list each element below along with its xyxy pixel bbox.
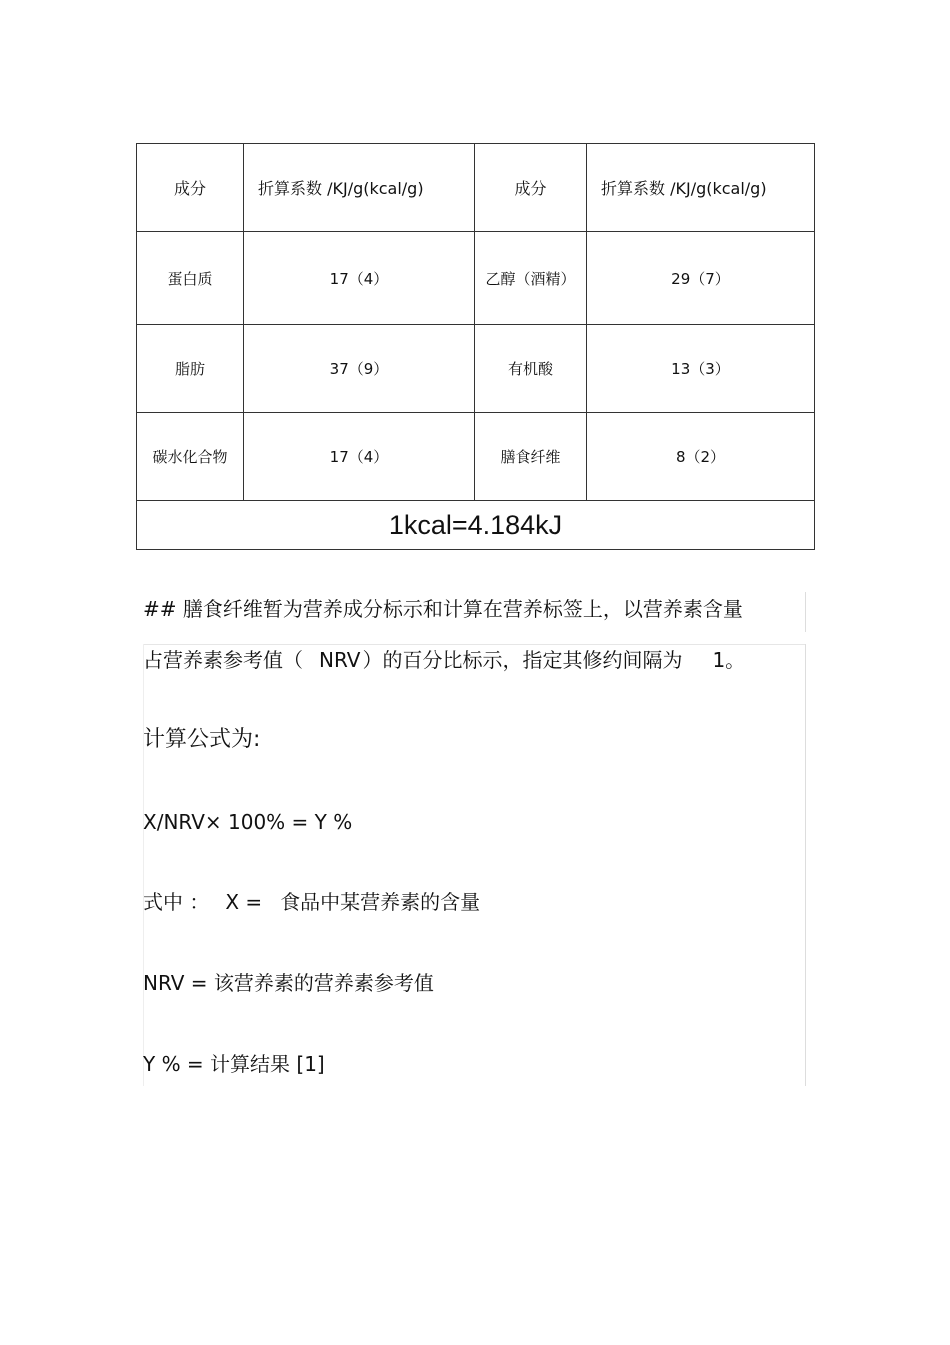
header-factor: 折算系数 /KJ/g(kcal/g): [587, 144, 815, 232]
table-cell: 有机酸: [475, 325, 587, 413]
table-row: [137, 232, 815, 325]
note-text: NRV: [319, 648, 361, 672]
table-cell: 17（4）: [244, 413, 475, 501]
definition-text: 食品中某营养素的含量: [280, 890, 481, 914]
table-header-row: [137, 144, 815, 232]
note-text: ）的百分比标示，指定其修约间隔为: [362, 648, 683, 672]
table-footer-row: [137, 501, 815, 550]
header-factor: 折算系数 /KJ/g(kcal/g): [244, 144, 475, 232]
energy-conversion-table: [136, 143, 815, 550]
table-cell: 17（4）: [244, 232, 475, 325]
table-cell: 乙醇（酒精）: [475, 232, 587, 325]
table-cell: 脂肪: [137, 325, 244, 413]
note-line-1: ## 膳食纤维暂为营养成分标示和计算在营养标签上，以营养素含量: [143, 597, 743, 621]
divider: [805, 592, 806, 632]
table-cell: 8（2）: [587, 413, 815, 501]
header-component: 成分: [137, 144, 244, 232]
divider: [805, 644, 806, 1086]
table-cell: 37（9）: [244, 325, 475, 413]
table-row: [137, 413, 815, 501]
note-text: 1。: [712, 648, 746, 672]
definition-var: X =: [225, 890, 263, 914]
notes-block: [143, 592, 807, 1086]
note-text: 占营养素参考值（: [143, 648, 303, 672]
table-cell: 碳水化合物: [137, 413, 244, 501]
divider: [143, 644, 144, 1086]
table-row: [137, 325, 815, 413]
formula: X/NRV× 100% = Y %: [143, 810, 353, 834]
definition-nrv: NRV = 该营养素的营养素参考值: [143, 971, 434, 995]
table-cell: 29（7）: [587, 232, 815, 325]
note-line-2: [143, 646, 745, 674]
divider: [143, 644, 806, 645]
table-cell: 13（3）: [587, 325, 815, 413]
header-component: 成分: [475, 144, 587, 232]
conversion-note: 1kcal=4.184kJ: [137, 501, 815, 550]
table-cell: 膳食纤维: [475, 413, 587, 501]
table-cell: 蛋白质: [137, 232, 244, 325]
formula-title: 计算公式为:: [143, 727, 261, 752]
definition-y: Y % = 计算结果 [1]: [143, 1052, 325, 1076]
definition-x: [143, 888, 480, 916]
definition-label: 式中 ：: [143, 890, 210, 914]
